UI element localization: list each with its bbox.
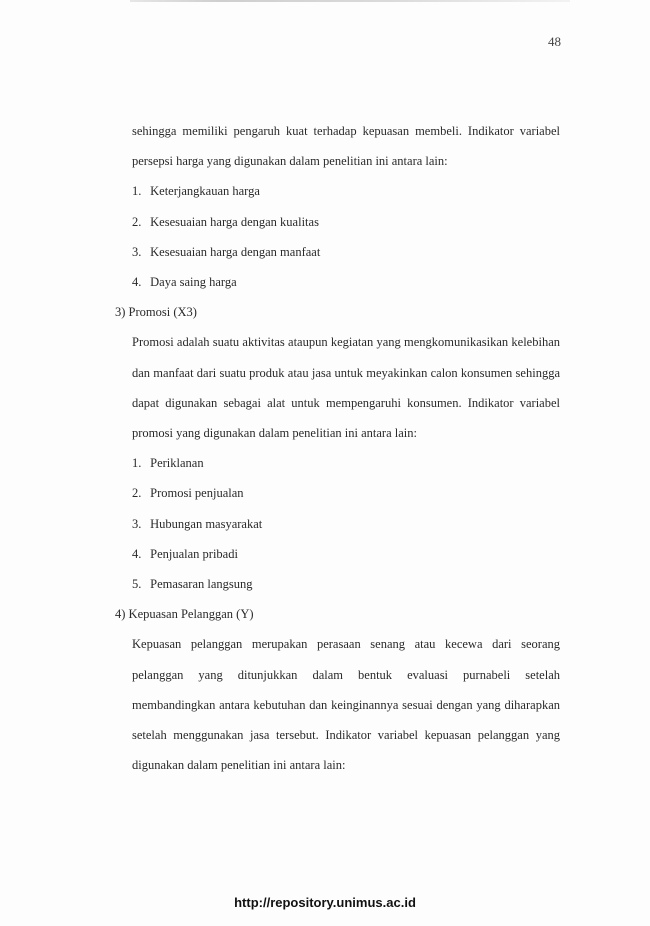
list-text: Pemasaran langsung [150, 577, 253, 592]
section-heading-promosi [115, 297, 560, 327]
list-text: Hubungan masyarakat [150, 516, 263, 531]
list-number: 5. [132, 577, 142, 592]
list-number: 1. [132, 184, 142, 199]
list-number: 4. [132, 275, 142, 290]
list-item [132, 478, 560, 508]
page-number: 48 [548, 34, 561, 49]
paragraph-promosi: Promosi adalah suatu aktivitas ataupun kegiatan yang mengkomunikasikan kelebihan dan manfaat dari suatu produk atau jasa untuk meyakinkan calon konsumen sehingga dapat digunakan sebagai alat untuk mempengaruhi konsumen. Indikator variabel promosi yang digunakan dalam penelitian ini antara lain: [132, 335, 560, 441]
list-item [132, 176, 560, 206]
list-number: 3. [132, 516, 142, 531]
paragraph-persepsi-harga-indicators: sehingga memiliki pengaruh kuat terhadap kepuasan membeli. Indikator variabel persepsi harga yang digunakan dalam penelitian ini antara lain: [132, 124, 560, 169]
section-title: Promosi (X3) [128, 305, 197, 320]
list-item [132, 267, 560, 297]
list-item [132, 207, 560, 237]
list-text: Kesesuaian harga dengan kualitas [150, 214, 319, 229]
list-item [132, 509, 560, 539]
list-item [132, 237, 560, 267]
list-number: 2. [132, 214, 142, 229]
list-number: 3. [132, 244, 142, 259]
section-title: Kepuasan Pelanggan (Y) [128, 607, 254, 622]
list-text: Penjualan pribadi [150, 546, 238, 561]
section-number: 4) [115, 607, 126, 622]
list-item [132, 569, 560, 599]
list-text: Periklanan [150, 456, 204, 471]
list-text: Keterjangkauan harga [150, 184, 260, 199]
paragraph-kepuasan-pelanggan: Kepuasan pelanggan merupakan perasaan senang atau kecewa dari seorang pelanggan yang ditunjukkan dalam bentuk evaluasi purnabeli setelah membandingkan antara kebutuhan dan keinginannya sesuai dengan yang diharapkan setelah menggunakan jasa tersebut. Indikator variabel kepuasan pelanggan yang digunakan dalam penelitian ini antara lain: [132, 637, 560, 773]
list-item [132, 539, 560, 569]
list-number: 2. [132, 486, 142, 501]
section-number: 3) [115, 305, 126, 320]
footer-repository-link[interactable]: http://repository.unimus.ac.id [234, 895, 416, 910]
list-number: 1. [132, 456, 142, 471]
list-text: Daya saing harga [150, 275, 237, 290]
list-item [132, 448, 560, 478]
scan-edge-artifact [130, 0, 570, 2]
list-number: 4. [132, 546, 142, 561]
section-heading-kepuasan-pelanggan [115, 599, 560, 629]
body-text [115, 116, 560, 780]
list-text: Kesesuaian harga dengan manfaat [150, 244, 321, 259]
list-text: Promosi penjualan [150, 486, 244, 501]
